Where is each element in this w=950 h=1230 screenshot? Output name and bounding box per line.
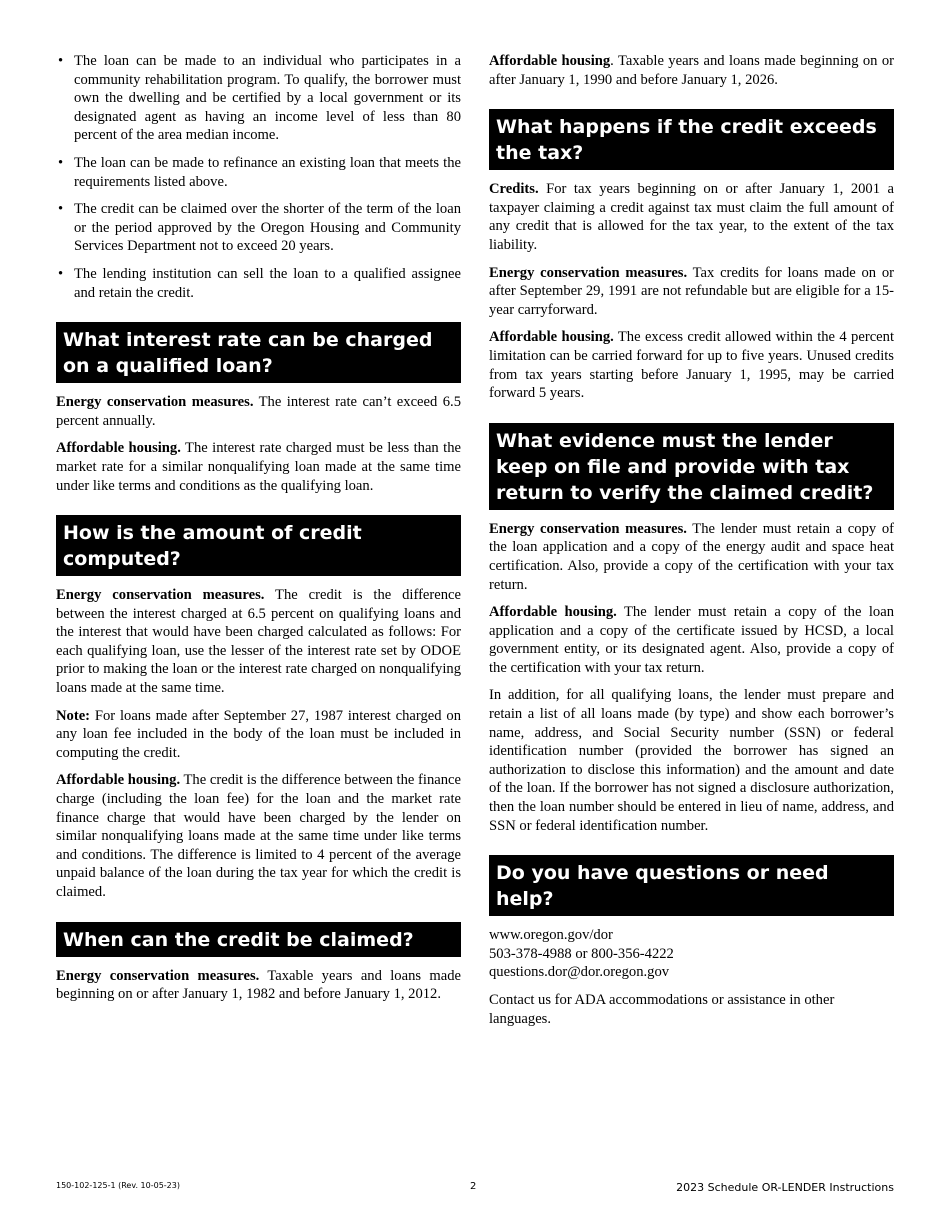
section-heading-help: Do you have questions or need help?	[489, 855, 894, 916]
paragraph: Energy conservation measures. The credit is the difference between the interest charged at 6.5 percent on qualifying loans and the interest that would have been charged calculated as follows: For each qualifying loan, use the lesser of the interest rate set by ODOE prior to making the loan or the interest rate charged on nonqualifying loans made at the same time.	[56, 587, 462, 697]
document-title: 2023 Schedule OR-LENDER Instructions	[676, 1181, 894, 1194]
section-heading-credit-exceeds: What happens if the credit exceeds the tax?	[489, 109, 894, 170]
paragraph: Note: For loans made after September 27, 1987 interest charged on any loan fee included in the body of the loan must be included in computing the credit.	[56, 707, 461, 761]
list-item: • The loan can be made to an individual who participates in a community rehabilitation program. To qualify, the borrower must own the dwelling and be certified by a local government or its designated agent as having an income level of less than 80 percent of the area median income.	[58, 53, 461, 144]
paragraph: Credits. For tax years beginning on or after January 1, 2001 a taxpayer claiming a credit against tax must claim the full amount of any credit that is allowed for the tax year, to the extent of the tax liability.	[489, 181, 894, 253]
paragraph: Affordable housing. The credit is the difference between the finance charge (including the loan fee) for the loan and the market rate finance charge that would have been charged by the lender on similar nonqualifying loans made at the same time under like terms and conditions. The difference is limited to 4 percent of the average unpaid balance of the loan during the tax year for which the credit is claimed.	[56, 772, 461, 900]
paragraph: Energy conservation measures. The interest rate can’t exceed 6.5 percent annually.	[56, 394, 461, 429]
website-link[interactable]: www.oregon.gov/dor	[489, 927, 613, 944]
paragraph: Affordable housing. The lender must retain a copy of the loan application and a copy of the certificate issued by HCSD, a local government entity, or its designated agent. Also, provide a copy of the certification with your tax return.	[489, 604, 894, 676]
bullet-icon: •	[58, 265, 64, 282]
bullet-icon: •	[58, 154, 64, 171]
paragraph: Affordable housing. The interest rate charged must be less than the market rate for a similar nonqualifying loan made at the same time under like terms and conditions as the qualifying loan.	[56, 440, 461, 494]
paragraph: Affordable housing. Taxable years and loans made beginning on or after January 1, 1990 and before January 1, 2026.	[489, 53, 895, 88]
right-column	[489, 52, 894, 1037]
form-number: 150-102-125-1 (Rev. 10-05-23)	[56, 1181, 180, 1190]
paragraph: Energy conservation measures. Tax credits for loans made on or after September 29, 1991 are not refundable but are eligible for a 15-year carryforward.	[489, 264, 894, 318]
ada-note: Contact us for ADA accommodations or assistance in other languages.	[489, 992, 835, 1027]
paragraph: Energy conservation measures. The lender must retain a copy of the loan application and a copy of the energy audit and space heat certification. Also, provide a copy of the certification with your tax return.	[489, 520, 894, 593]
paragraph: Energy conservation measures. Taxable years and loans made beginning on or after January 1, 1982 and before January 1, 2012.	[56, 967, 461, 1003]
paragraph: Affordable housing. The excess credit allowed within the 4 percent limitation can be carried forward for up to five years. Unused credits from tax years starting before January 1, 1995, may be carried forward 5 years.	[489, 329, 894, 402]
paragraph: In addition, for all qualifying loans, the lender must prepare and retain a list of all loans made (by type) and show each borrower’s name, address, and Social Security number (SSN) or federal identification number (provided the borrower has signed an authorization to disclose this information) and the amount and date of the loan. If the borrower has not signed a disclosure authorization, then the loan number should be entered in lieu of name, address, and SSN or federal identification number.	[489, 687, 894, 834]
list-item: • The loan can be made to refinance an existing loan that meets the requirements listed above.	[58, 154, 461, 190]
section-heading-evidence: What evidence must the lender keep on file and provide with tax return to verify the claimed credit?	[489, 423, 894, 510]
bullet-icon: •	[58, 201, 64, 218]
section-heading-when-claimed: When can the credit be claimed?	[56, 922, 461, 957]
list-item: • The credit can be claimed over the shorter of the term of the loan or the period approved by the Oregon Housing and Community Services Department not to exceed 20 years.	[58, 201, 461, 255]
email-link[interactable]: questions.dor@dor.oregon.gov	[489, 964, 670, 981]
page-number: 2	[470, 1181, 477, 1192]
bullet-icon: •	[58, 53, 64, 69]
contact-info	[489, 926, 894, 982]
phone-numbers: 503-378-4988 or 800-356-4222	[489, 945, 674, 962]
section-heading-interest-rate: What interest rate can be charged on a qualified loan?	[56, 322, 461, 383]
left-column	[56, 52, 461, 1013]
list-item: • The lending institution can sell the loan to a qualified assignee and retain the credit.	[58, 265, 461, 301]
requirements-list	[56, 52, 461, 302]
section-heading-credit-computed: How is the amount of credit computed?	[56, 515, 461, 576]
